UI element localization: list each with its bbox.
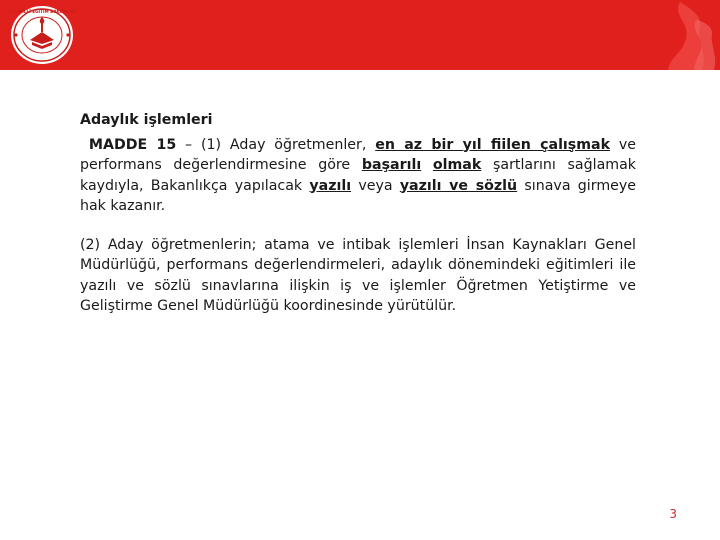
article-number: MADDE 15 [88,136,177,153]
p1-underline-3: olmak [432,157,482,173]
content [80,110,636,317]
ministry-emblem-icon [8,4,76,66]
p1-underline-1: en az bir yıl fiilen çalışmak [375,136,611,153]
p1-underline-4: yazılı [309,177,352,194]
p1-text-4: şartlarını sağlamak kaydıyla, Bakanlıkça yapılacak [80,157,636,194]
p1-underline-2: başarılı [361,157,422,173]
paragraph-madde-15 [80,135,636,217]
p1-text-6: sınava girmeye hak kazanır. [80,177,636,214]
p1-text-3 [421,157,433,173]
p1-underline-5: yazılı ve sözlü [399,177,518,194]
flame-icon [610,0,720,70]
p1-text-1: – (1) Aday öğretmenler, [176,136,376,153]
p1-text-5: veya [351,177,400,194]
paragraph-2: (2) Aday öğretmenlerin; atama ve intibak işlemleri İnsan Kaynakları Genel Müdürlüğü, performans değerlendirmeleri, adaylık dönemindeki eğitimleri ile yazılı ve sözlü sınavlarına ilişkin iş ve işlemler Öğretmen Yetiştirme ve Geliştirme Genel Müdürlüğü koordinesinde yürütülür. [80,236,636,314]
p1-text-2: ve performans değerlendirmesine göre [80,136,636,173]
header-band [0,0,720,70]
section-heading: Adaylık işlemleri [80,112,213,128]
page-number: 3 [669,507,677,521]
logo-text: T.C. MİLLÎ EĞİTİM BAKANLIĞI [8,9,76,14]
